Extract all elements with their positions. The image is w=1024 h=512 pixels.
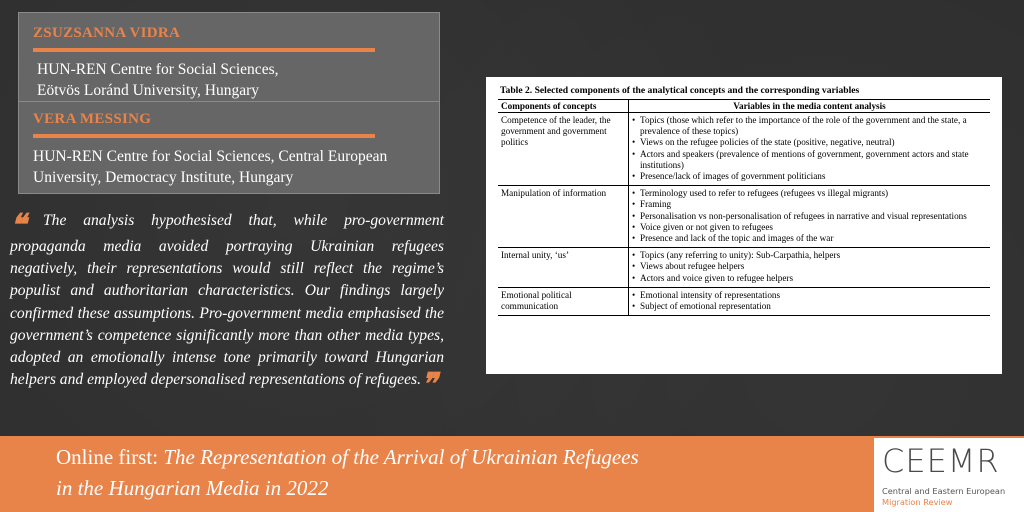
bullet-icon: • [632,188,636,199]
affiliation-line: University, Democracy Institute, Hungary [33,169,294,186]
author-name-1: ZSUZSANNA VIDRA [33,25,181,41]
variable-item [632,211,987,222]
bullet-icon: • [632,289,636,300]
table-header-cell: Variables in the media content analysis [629,100,991,113]
banner-title-line1: The Representation of the Arrival of Ukrainian Refugees [163,445,639,469]
component-cell: Manipulation of information [498,186,629,248]
open-quote-icon: ❝ [10,208,27,243]
author-box [18,12,440,194]
variable-text: Presence and lack of the topic and images of the war [640,233,834,244]
component-cell: Internal unity, ‘us’ [498,248,629,288]
ceemr-logo [874,438,1024,512]
affiliation-line: HUN-REN Centre for Social Sciences, [37,61,279,78]
variable-text: Topics (those which refer to the importance of the role of the government and the state, a prevalence of these topics) [640,115,967,137]
variable-text: Topics (any referring to unity): Sub-Carpathia, helpers [640,250,841,261]
variable-item [632,301,987,312]
close-quote-icon: ❞ [421,367,438,403]
table-body [498,113,990,316]
variable-text: Personalisation vs non-personalisation of refugees in narrative and visual representations [640,210,967,221]
author-divider [19,101,439,102]
quote-text: The analysis hypothesised that, while pro-government propaganda media avoided portraying Ukrainian refugees negatively, their representations would still reflect the regime’s populist and authoritarian characteristics. Our findings largely confirmed these assumptions. Pro-government media emphasised the government’s competence significantly more than other media types, adopted an emotionally intense tone primarily toward Hungarian helpers and employed depersonalised representations of refugees. [10,212,444,389]
banner-text [56,442,639,504]
table-image [486,77,1002,374]
variable-item [632,222,987,233]
table-row [498,248,990,288]
accent-line-2 [33,134,375,138]
bottom-banner [0,436,1024,512]
logo-word: CEEMR [882,442,1000,480]
variable-item [632,290,987,301]
table-title: Table 2. Selected components of the analytical concepts and the corresponding variables [500,85,860,96]
variable-item [632,115,987,137]
variable-text: Presence/lack of images of government politicians [640,171,826,182]
bullet-icon: • [632,301,636,312]
variables-cell [629,287,991,315]
variable-text: Actors and speakers (prevalence of mentions of government, government actors and state institutions) [640,148,969,170]
table-header-cell: Components of concepts [498,100,629,113]
variables-cell [629,113,991,186]
logo-subtitle-line1: Central and Eastern European [882,486,1006,496]
component-cell: Emotional political communication [498,287,629,315]
accent-line-1 [33,48,375,52]
table-row [498,287,990,315]
variable-text: Views on the refugee policies of the state (positive, negative, neutral) [640,137,895,148]
variables-cell [629,248,991,288]
logo-subtitle-line2: Migration Review [882,497,953,507]
variable-item [632,233,987,244]
variable-item [632,188,987,199]
variable-item [632,171,987,182]
variable-item [632,261,987,272]
variable-text: Voice given or not given to refugees [640,221,774,232]
bullet-icon: • [632,171,636,182]
variable-item [632,199,987,210]
pull-quote [10,208,444,403]
affiliation-line: Eötvös Loránd University, Hungary [37,82,259,99]
bullet-icon: • [632,137,636,148]
banner-title-line2: in the Hungarian Media in 2022 [56,476,329,500]
bullet-icon: • [632,261,636,272]
author-affiliation-1 [37,59,278,101]
author-affiliation-2 [33,146,387,188]
component-cell: Competence of the leader, the government and government politics [498,113,629,186]
variable-item [632,273,987,284]
affiliation-line: HUN-REN Centre for Social Sciences, Central European [33,148,388,165]
bullet-icon: • [632,115,636,125]
bullet-icon: • [632,272,636,283]
variable-text: Framing [640,199,672,210]
banner-prefix: Online first: [56,445,164,469]
bullet-icon: • [632,210,636,221]
author-name-2: VERA MESSING [33,111,152,127]
components-table [498,99,990,316]
variable-text: Emotional intensity of representations [640,289,781,300]
table-header-row [498,100,990,113]
table-row [498,113,990,186]
variable-item [632,137,987,148]
bullet-icon: • [632,221,636,232]
bullet-icon: • [632,199,636,210]
variable-item [632,149,987,171]
bullet-icon: • [632,233,636,244]
variable-text: Views about refugee helpers [640,261,745,272]
variable-text: Terminology used to refer to refugees (refugees vs illegal migrants) [640,188,889,199]
variable-text: Actors and voice given to refugee helpers [640,272,794,283]
variable-text: Subject of emotional representation [640,301,771,312]
variables-cell [629,186,991,248]
bullet-icon: • [632,148,636,159]
bullet-icon: • [632,250,636,261]
table-row [498,186,990,248]
variable-item [632,250,987,261]
